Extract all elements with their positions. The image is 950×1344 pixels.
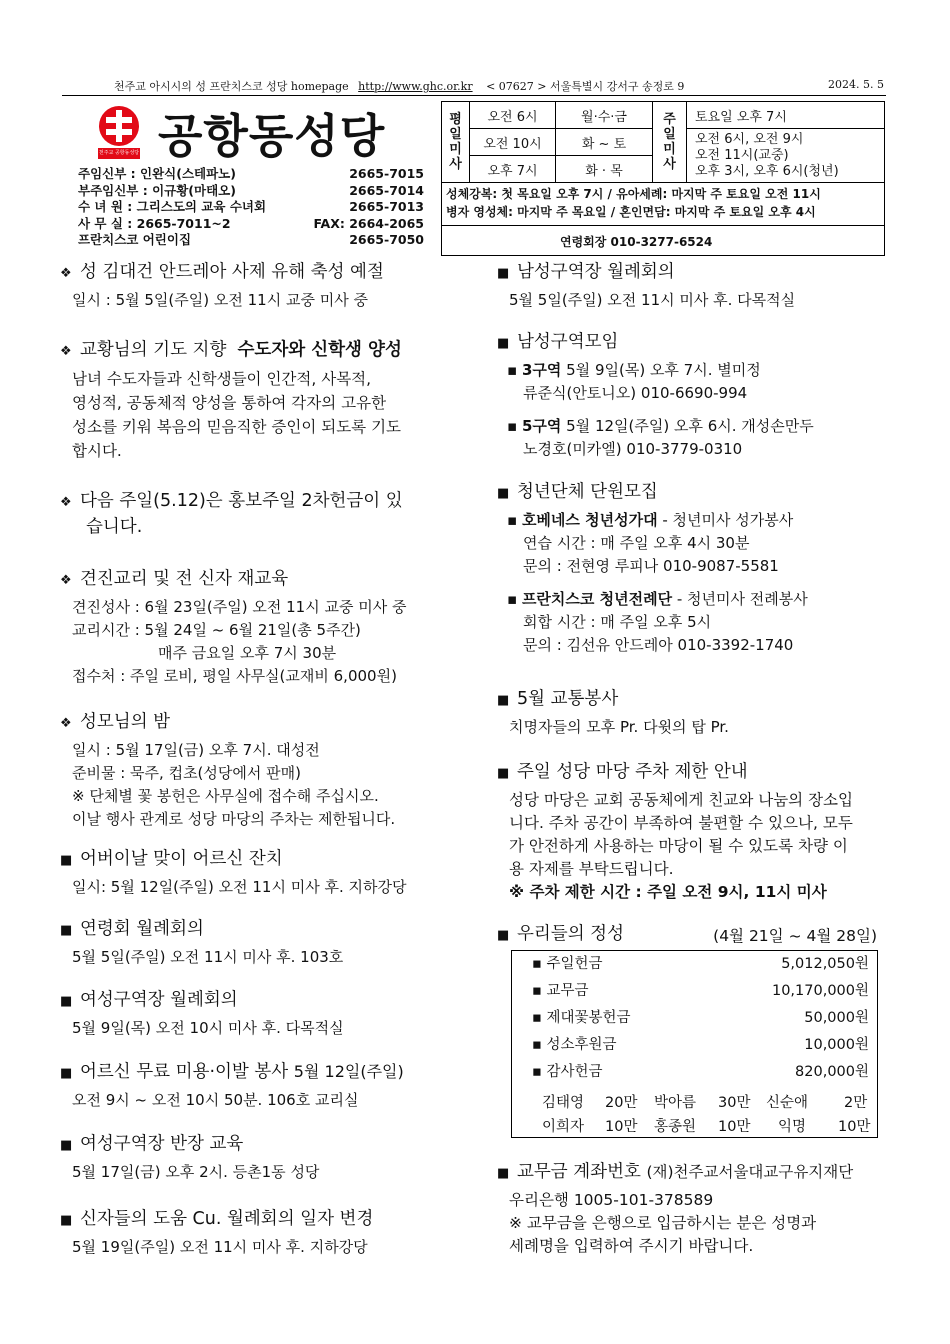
church-logo	[96, 104, 142, 162]
notice-funeral-association: ■ 연령회 월례회의 5월 5일(주일) 오전 11시 미사 후. 103호	[60, 919, 344, 966]
square-bullet-icon: ■	[60, 923, 73, 938]
diamond-bullet-icon: ❖	[60, 344, 72, 359]
notice-mary-night: ❖ 성모님의 밤 일시 : 5월 17일(금) 오후 7시. 대성전 준비물 : 묵주, 컵초(성당에서 판매) ※ 단체별 꽃 봉헌은 사무실에 접수해 주십시오. 이날 행사 관계로 성당 마당의 주차는 제한됩니다.	[60, 712, 396, 828]
square-bullet-icon: ■	[60, 1213, 73, 1228]
address: < 07627 > 서울특별시 강서구 송정로 9	[486, 80, 685, 93]
square-bullet-icon: ■	[497, 266, 510, 281]
notice-traffic-service: ■ 5월 교통봉사 치명자들의 모후 Pr. 다윗의 탑 Pr.	[497, 689, 729, 736]
square-bullet-icon: ■	[497, 486, 510, 501]
donor-list: 김태영 20만 박아름 30만 신순애 2만 이희자 10만 홍종원 10만 익명 10만	[542, 1095, 871, 1135]
weekday-mass-label: 평일미사	[442, 102, 470, 183]
offerings-table: ▪ 주일헌금 5,012,050원 ▪ 교무금 10,170,000원 ▪ 제대꽃봉헌금 50,000원 ▪ 성소후원금 10,000원 ▪ 감사헌금 820,000원 김태영 20만 박아름 30만 신순애 2만 이희자 10만 홍종원 10만 익명 10만	[511, 950, 878, 1138]
notice-parking-limit: ■ 주일 성당 마당 주차 제한 안내 성당 마당은 교회 공동체에게 친교와 나눔의 장소입 니다. 주차 공간이 부족하여 불편할 수 있으나, 모두 가 안전하게 사용하는 마당이 될 수 있도록 차량 이 용 자제를 부탁드립니다. ※ 주차 제한 시간 : 주일 오전 9시, 11시 미사	[497, 762, 853, 901]
notice-men-district-meeting: ■ 남성구역장 월례회의 5월 5일(주일) 오전 11시 미사 후. 다목적실	[497, 262, 796, 309]
diamond-bullet-icon: ❖	[60, 266, 72, 281]
diamond-bullet-icon: ❖	[60, 495, 72, 510]
issue-date: 2024. 5. 5	[828, 78, 884, 91]
page-title: 공항동성당	[158, 109, 386, 163]
notice-women-leader-training: ■ 여성구역장 반장 교육 5월 17일(금) 오후 2시. 등촌1동 성당	[60, 1134, 320, 1181]
offerings-heading: ■ 우리들의 정성 (4월 21일 ~ 4월 28일)	[497, 922, 877, 951]
sacrament-info: 성체강복: 첫 목요일 오후 7시 / 유아세례: 마지막 주 토요일 오전 11시 병자 영성체: 마지막 주 목요일 / 혼인면담: 마지막 주 토요일 오후 4시	[446, 187, 821, 219]
square-bullet-icon: ■	[497, 766, 510, 781]
square-bullet-icon: ■	[60, 1066, 73, 1081]
diamond-bullet-icon: ❖	[60, 573, 72, 588]
notice-youth-recruit: ■ 청년단체 단원모집 ▪ 호베네스 청년성가대 - 청년미사 성가봉사 연습 시간 : 매 주일 오후 4시 30분 문의 : 전현영 루피나 010-9087-5581 ▪ 프란치스코 청년전례단 - 청년미사 전례봉사 회합 시간 : 매 주일 오후 5시 문의 : 김선유 안드레아 010-3392-1740	[497, 482, 808, 654]
church-line: 천주교 아시시의 성 프란치스코 성당 homepage	[114, 80, 349, 93]
association-contact: 연령회장 010-3277-6524	[560, 235, 713, 249]
square-bullet-icon: ■	[497, 336, 510, 351]
square-bullet-icon: ■	[497, 1166, 510, 1181]
notice-relic-blessing: ❖ 성 김대건 안드레아 사제 유해 축성 예절 일시 : 5월 5일(주일) 오전 11시 교중 미사 중	[60, 262, 384, 309]
homepage-link[interactable]: http://www.ghc.or.kr	[358, 80, 473, 93]
notice-parents-day: ■ 어버이날 맞이 어르신 잔치 일시: 5월 12일(주일) 오전 11시 미사 후. 지하강당	[60, 849, 407, 896]
masthead-line	[62, 78, 886, 94]
header-rule	[62, 95, 886, 96]
notice-account-number: ■ 교무금 계좌번호 (재)천주교서울대교구유지재단 우리은행 1005-101-378589 ※ 교무금을 은행으로 입금하시는 분은 성명과 세례명을 입력하여 주시기 바랍니다.	[497, 1162, 854, 1255]
notice-men-district-gathering: ■ 남성구역모임 ▪ 3구역 5월 9일(목) 오후 7시. 별미정 류준식(안토니오) 010-6690-994 ▪ 5구역 5월 12일(주일) 오후 6시. 개성손만두 노경호(미카엘) 010-3779-0310	[497, 332, 814, 458]
mass-schedule-table: 평일미사 오전 6시 월·수·금 오전 10시 화 ~ 토 오후 7시 화 · 목 주일미사 토요일 오후 7시 오전 6시, 오전 9시 오전 11시(교중) 오후 3시, 오후 6시(청년)	[441, 101, 885, 256]
diamond-bullet-icon: ❖	[60, 716, 72, 731]
notice-free-haircut: ■ 어르신 무료 미용·이발 봉사 5월 12일(주일) 오전 9시 ~ 오전 10시 50분. 106호 교리실	[60, 1062, 404, 1109]
square-bullet-icon: ■	[497, 928, 510, 943]
notice-pope-intention: ❖ 교황님의 기도 지향 수도자와 신학생 양성 남녀 수도자들과 신학생들이 인간적, 사목적, 영성적, 공동체적 양성을 통하여 각자의 고유한 성소를 키워 복음의 믿음직한 증인이 되도록 기도 합시다.	[60, 340, 402, 460]
notice-curia-date-change: ■ 신자들의 도움 Cu. 월례회의 일자 변경 5월 19일(주일) 오전 11시 미사 후. 지하강당	[60, 1209, 374, 1256]
square-bullet-icon: ■	[60, 1138, 73, 1153]
square-bullet-icon: ■	[60, 853, 73, 868]
square-bullet-icon: ■	[60, 994, 73, 1009]
notice-women-district-meeting: ■ 여성구역장 월례회의 5월 9일(목) 오전 10시 미사 후. 다목적실	[60, 990, 344, 1037]
staff-list: 주임신부 : 인완식(스테파노) 2665-7015 부주임신부 : 이규황(마태오) 2665-7014 수 녀 원 : 그리스도의 교육 수녀회 2665-7013 사 무 실 : 2665-7011~2 FAX: 2664-2065 프란치스코 어린이집 2665-7050	[78, 166, 424, 247]
square-bullet-icon: ■	[497, 693, 510, 708]
sunday-mass-label: 주일미사	[653, 102, 687, 183]
notice-confirmation: ❖ 견진교리 및 전 신자 재교육 견진성사 : 6월 23일(주일) 오전 11시 교중 미사 중 교리시간 : 5월 24일 ~ 6월 21일(총 5주간) 매주 금요일 오후 7시 30분 접수처 : 주일 로비, 평일 사무실(교재비 6,000원)	[60, 569, 407, 685]
logo-text: 천주교 공항동성당	[98, 150, 140, 156]
notice-communication-sunday: ❖ 다음 주일(5.12)은 홍보주일 2차헌금이 있 습니다.	[60, 491, 403, 537]
